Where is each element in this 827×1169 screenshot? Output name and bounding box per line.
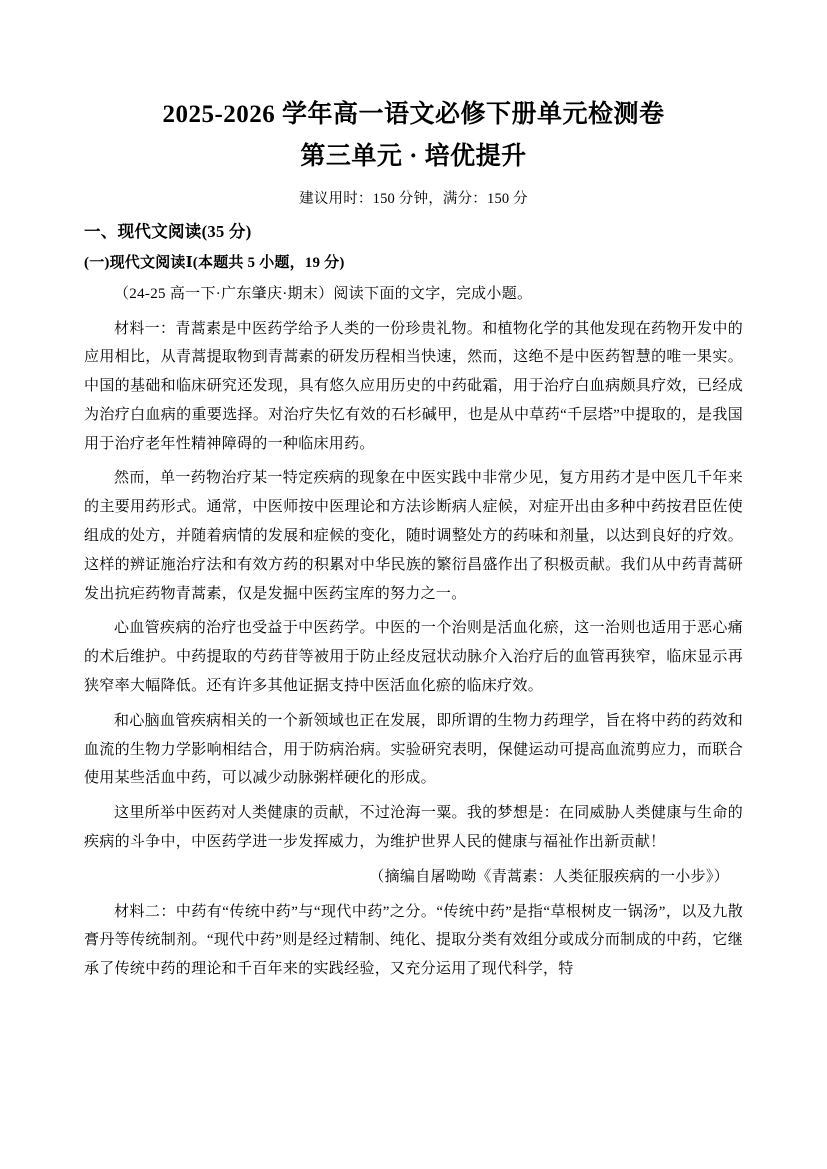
passage-paragraph-1: 材料一：青蒿素是中医药学给予人类的一份珍贵礼物。和植物化学的其他发现在药物开发中的应用相比，从青蒿提取物到青蒿素的研发历程相当快速，然而，这绝不是中医药智慧的唯一果实。中国的基础和临床研究还发现，具有悠久应用历史的中药砒霜，用于治疗白血病颇具疗效，已经成为治疗白血病的重要选择。对治疗失忆有效的石杉碱甲，也是从中草药“千层塔”中提取的，是我国用于治疗老年性精神障碍的一种临床用药。: [84, 320, 743, 452]
passage-paragraph-5: 这里所举中医药对人类健康的贡献，不过沧海一粟。我的梦想是：在同威胁人类健康与生命的疾病的斗争中，中医药学进一步发挥威力，为维护世界人民的健康与福祉作出新贡献！: [84, 805, 743, 851]
passage-paragraph-6: 材料二：中药有“传统中药”与“现代中药”之分。“传统中药”是指“草根树皮一锅汤”，以及九散膏丹等传统制剂。“现代中药”则是经过精制、纯化、提取分类有效组分或成分而制成的中药，它继承了传统中药的理论和千百年来的实践经验，又充分运用了现代科学，特: [84, 903, 743, 978]
page-subtitle-unit: 第三单元 · 培优提升: [300, 142, 527, 170]
section-heading-1: 一、现代文阅读(35 分): [84, 222, 252, 241]
exam-instructions: 建议用时：150 分钟，满分：150 分: [299, 191, 528, 207]
passage-paragraph-2: 然而，单一药物治疗某一特定疾病的现象在中医实践中非常少见，复方用药才是中医几千年来的主要用药形式。通常，中医师按中医理论和方法诊断病人症候，对症开出由多种中药按君臣佐使组成的处方，并随着病情的发展和症候的变化，随时调整处方的药味和剂量，以达到良好的疗效。这样的辨证施治疗法和有效方药的积累对中华民族的繁衍昌盛作出了积极贡献。我们从中药青蒿研发出抗疟药物青蒿素，仅是发掘中医药宝库的努力之一。: [84, 470, 743, 602]
page-title: 2025-2026 学年高一语文必修下册单元检测卷: [162, 101, 665, 128]
passage-paragraph-3: 心血管疾病的治疗也受益于中医药学。中医的一个治则是活血化瘀，这一治则也适用于恶心痛的术后维护。中药提取的芍药苷等被用于防止经皮冠状动脉介入治疗后的血管再狭窄，临床显示再狭窄率大幅降低。还有许多其他证据支持中医活血化瘀的临床疗效。: [84, 620, 743, 695]
reading-intro: （24-25 高一下·广东肇庆·期末）阅读下面的文字，完成小题。: [114, 286, 533, 302]
subsection-heading-1: (一)现代文阅读Ⅰ(本题共 5 小题，19 分): [84, 255, 345, 271]
passage-source-citation: （摘编自屠呦呦《青蒿素：人类征服疾病的一小步》）: [369, 868, 729, 885]
passage-paragraph-4: 和心脑血管疾病相关的一个新领域也正在发展，即所谓的生物力药理学，旨在将中药的药效和血流的生物力学影响相结合，用于防病治病。实验研究表明，保健运动可提高血流剪应力，而联合使用某些活血中药，可以减少动脉粥样硬化的形成。: [84, 712, 743, 787]
